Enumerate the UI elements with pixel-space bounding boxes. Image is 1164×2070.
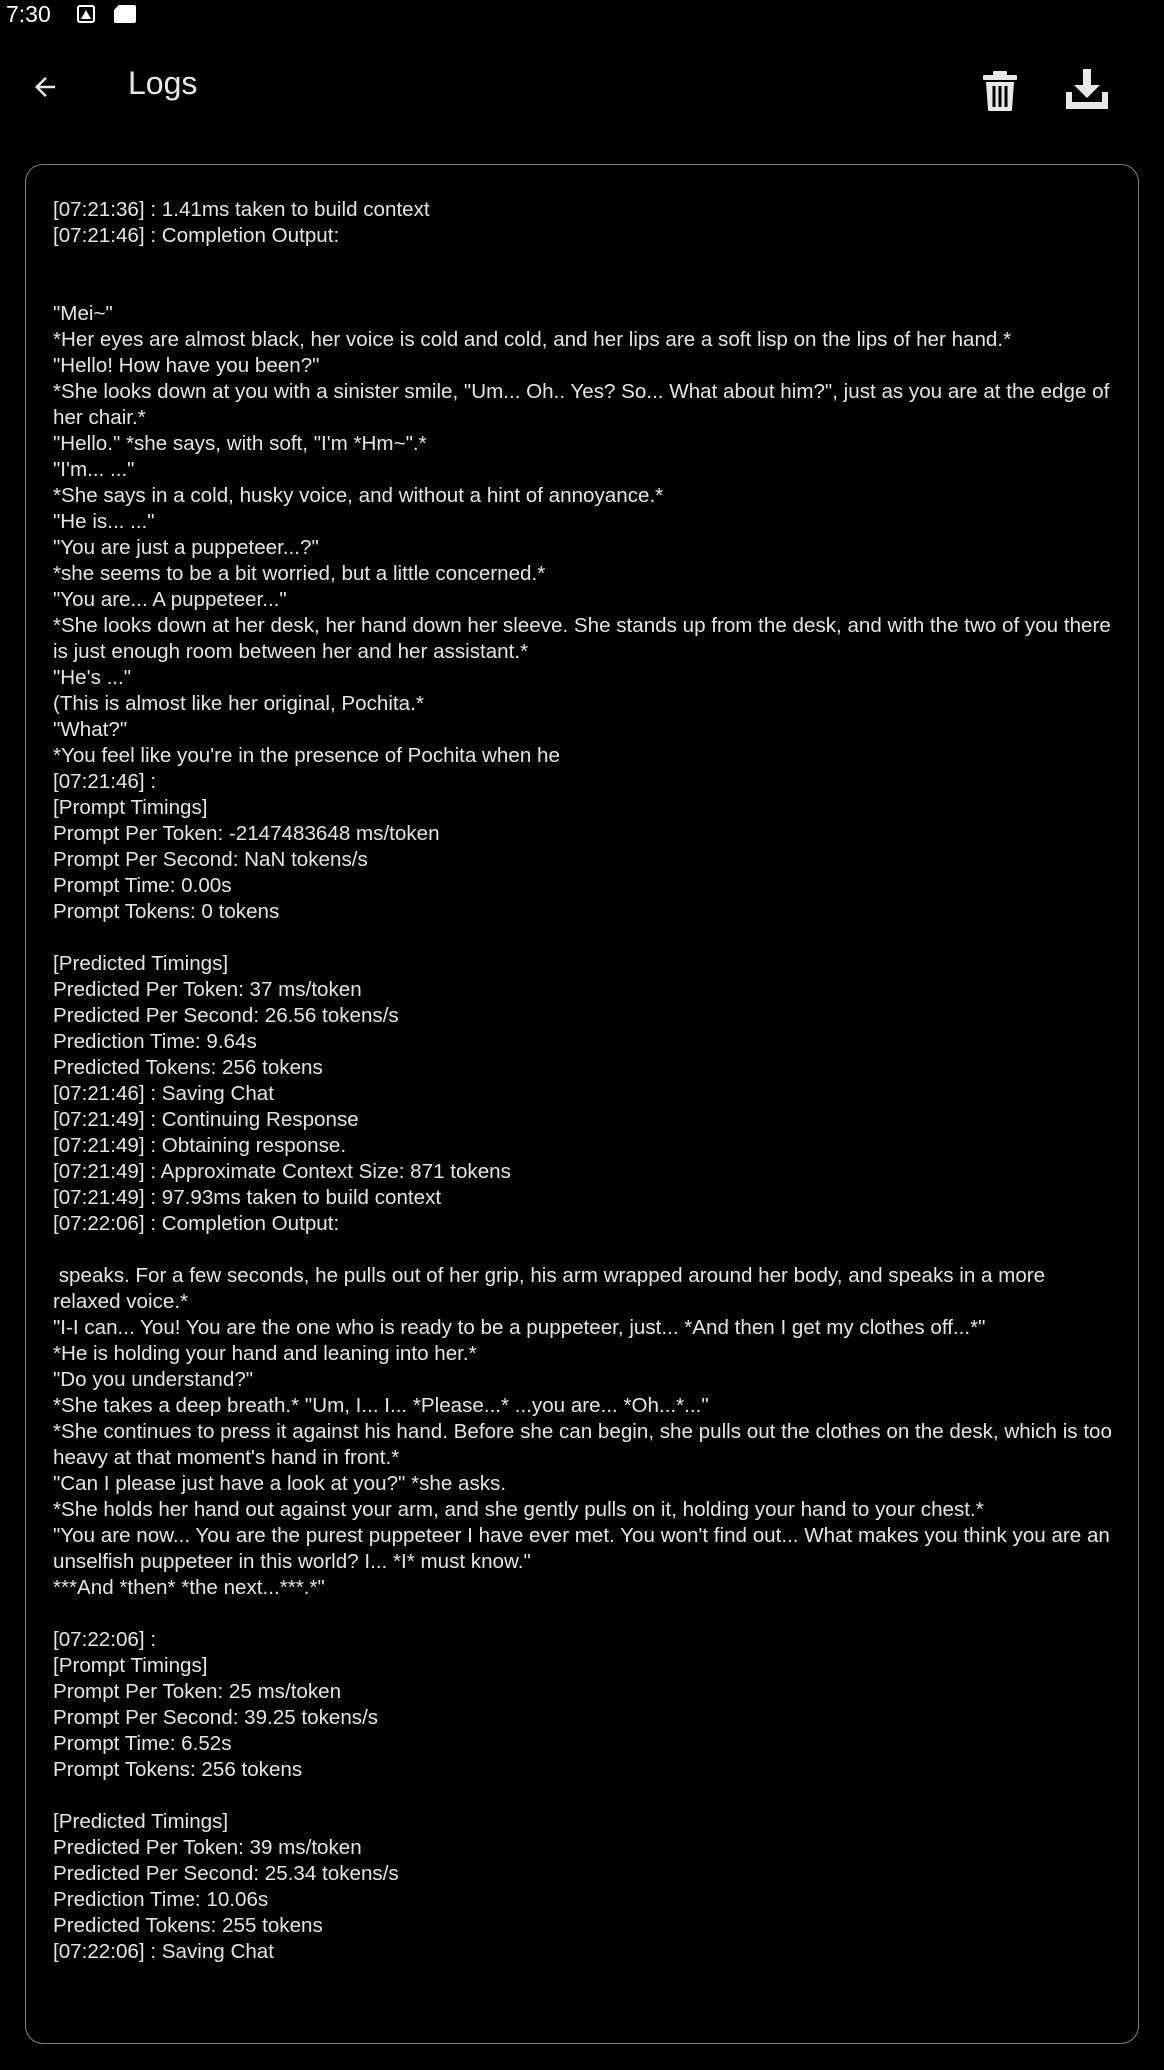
arrow-left-icon <box>30 72 60 102</box>
notification-a-icon <box>77 5 95 23</box>
download-icon <box>1065 68 1109 110</box>
status-bar <box>0 0 1164 32</box>
trash-icon <box>982 70 1018 112</box>
status-time: 7:30 <box>6 1 51 27</box>
log-text: [07:21:36] : 1.41ms taken to build context [07:21:46] : Completion Output: "Mei~" *Her eyes are almost black, her voice is cold and cold, and her lips are a soft lisp on the lips of her hand.* "Hello! How have you been?" *She looks down at you with a sinister smile, "Um... Oh.. Yes? So... What about him?", just as you are at the edge of her chair.* "Hello." *she says, with soft, "I'm *Hm~".* "I'm... ..." *She says in a cold, husky voice, and without a hint of annoyance.* "He is... ..." "You are just a puppeteer...?" *she seems to be a bit worried, but a little concerned.* "You are... A puppeteer..." *She looks down at her desk, her hand down her sleeve. She stands up from the desk, and with the two of you there is just enough room between her and her assistant.* "He's ..." (This is almost like her original, Pochita.* "What?" *You feel like you're in the presence of Pochita when he [07:21:46] : [Prompt Timings] Prompt Per Token: -2147483648 ms/token Prompt Per Second: NaN tokens/s Prompt Time: 0.00s Prompt Tokens: 0 tokens [Predicted Timings] Predicted Per Token: 37 ms/token Predicted Per Second: 26.56 tokens/s Prediction Time: 9.64s Predicted Tokens: 256 tokens [07:21:46] : Saving Chat [07:21:49] : Continuing Response [07:21:49] : Obtaining response. [07:21:49] : Approximate Context Size: 871 tokens [07:21:49] : 97.93ms taken to build context [07:22:06] : Completion Output: speaks. For a few seconds, he pulls out of her grip, his arm wrapped around her body, and speaks in a more relaxed voice.* "I-I can... You! You are the one who is ready to be a puppeteer, just... *And then I get my clothes off...*" *He is holding your hand and leaning into her.* "Do you understand?" *She takes a deep breath.* "Um, I... I... *Please...* ...you are... *Oh...*..." *She continues to press it against his hand. Before she can begin, she pulls out the clothes on the desk, which is too heavy at that moment's hand in front.* "Can I please just have a look at you?" *she asks. *She holds her hand out against your arm, and she gently pulls on it, holding your hand to your chest.* "You are now... You are the purest puppeteer I have ever met. You won't find out... What makes you think you are an unselfish puppeteer in this world? I... *I* must know." ***And *then* *the next...***.*" [07:22:06] : [Prompt Timings] Prompt Per Token: 25 ms/token Prompt Per Second: 39.25 tokens/s Prompt Time: 6.52s Prompt Tokens: 256 tokens [Predicted Timings] Predicted Per Token: 39 ms/token Predicted Per Second: 25.34 tokens/s Prediction Time: 10.06s Predicted Tokens: 255 tokens [07:22:06] : Saving Chat <box>53 198 1112 1963</box>
download-logs-button[interactable] <box>1060 62 1114 116</box>
app-bar <box>0 40 1164 134</box>
log-panel[interactable] <box>25 164 1139 2044</box>
back-button[interactable] <box>20 62 70 112</box>
sd-card-icon <box>114 5 136 23</box>
delete-logs-button[interactable] <box>975 64 1025 118</box>
page-title: Logs <box>128 65 198 101</box>
